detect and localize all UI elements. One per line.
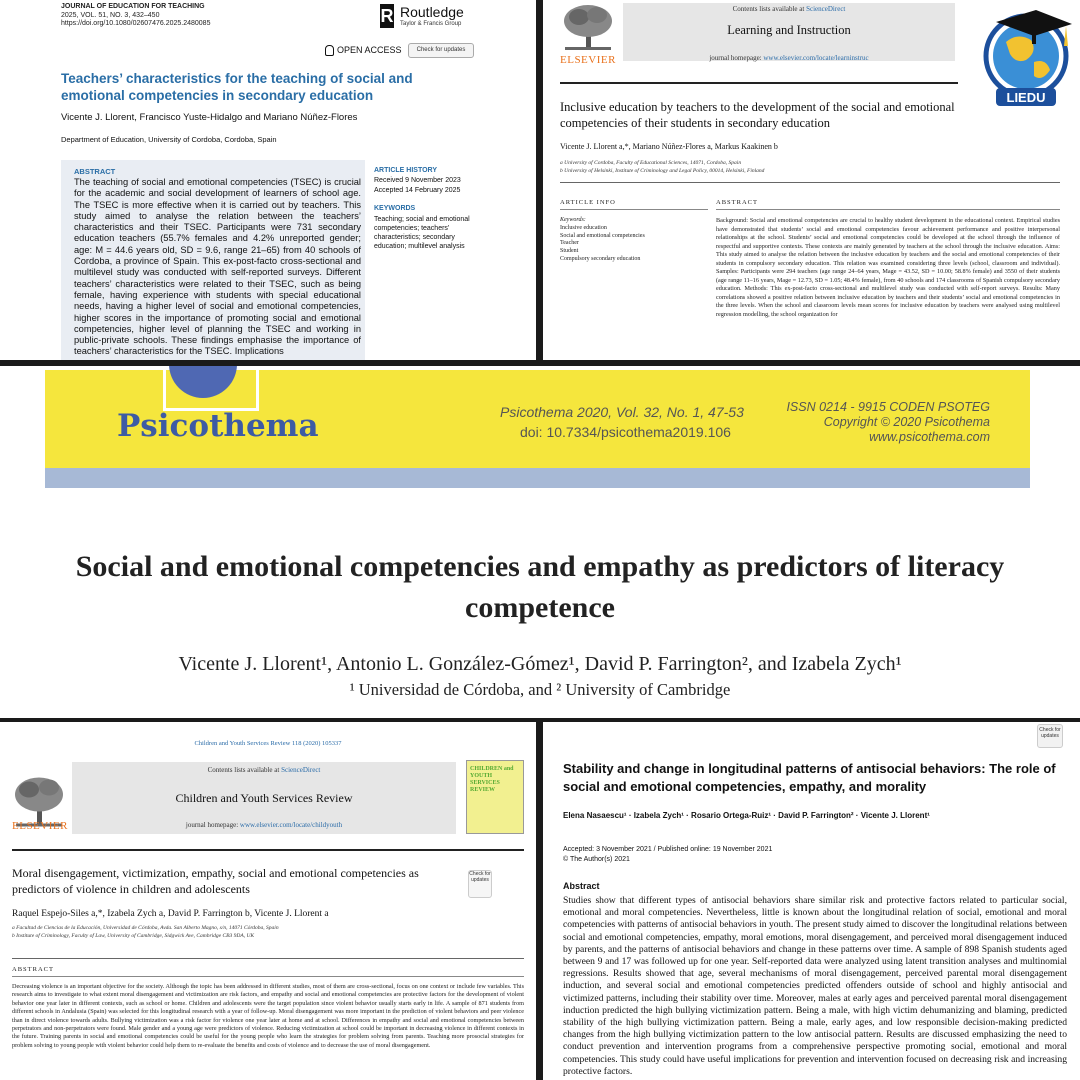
paper-panel-literacy-competence (0, 366, 1080, 718)
homepage-link[interactable]: www.elsevier.com/locate/childyouth (239, 821, 343, 829)
keywords-text: Teaching; social and emotional competencies; teachers’ characteristics; secondary education; multilevel analysis (374, 216, 470, 250)
doi-link[interactable]: https://doi.org/10.1080/02607476.2025.2480085 (61, 20, 211, 27)
article-info-heading: ARTICLE INFO (560, 199, 616, 206)
article-title: Inclusive education by teachers to the development of the social and emotional competencies of their students in secondary education (560, 100, 955, 130)
accepted-date: Accepted 14 February 2025 (374, 187, 461, 194)
check-for-updates-button[interactable]: Check for updates (408, 43, 474, 58)
contents-available (623, 5, 955, 13)
header-divider (12, 849, 524, 851)
received-date: Received 9 November 2023 (374, 177, 461, 184)
journal-volume: 2025, VOL. 51, NO. 3, 432–450 (61, 11, 160, 19)
authors-text: Elena Nasaescu¹ · Izabela Zych¹ · Rosario Ortega-Ruiz¹ · David P. Farrington² · Vicente J. Llorent¹ (563, 811, 930, 820)
publisher-subtitle: Taylor & Francis Group (400, 21, 462, 27)
keywords-heading: KEYWORDS (374, 205, 416, 212)
header-lower-band (45, 468, 1030, 488)
article-title: Stability and change in longitudinal patterns of antisocial behaviors: The role of social and emotional competencies, empathy, and morality (563, 761, 1056, 794)
paper-panel-inclusive-education (543, 0, 1080, 360)
journal-citation[interactable]: Children and Youth Services Review 118 (2020) 105337 (194, 740, 342, 747)
journal-homepage (72, 821, 456, 829)
homepage-link[interactable]: www.elsevier.com/locate/learninstruc (763, 54, 869, 62)
homepage-prefix: journal homepage: (185, 821, 240, 829)
abstract-text: Background: Social and emotional competencies are crucial to healthy student development in the educational context. Empirical studies have demonstrated that students’ social and emotional competencies favour achievement performance and positive interpersonal relationships at the school. Students’ social and emotional competencies could be developed at the school through the influence of respectful and supportive contexts. These contexts are mainly generated by teachers at the school through the inclusive education. Aims: This study aimed to analyse the relation between the inclusive education by teachers and the social and emotional competencies of their students in compulsory secondary education. This relation was examined considering three levels (school, classroom and individual). Samples: Participants were 294 teachers (age range 24–64 years, Mage = 43.52, SD = 10.00; 58.8% female) and 3550 of their students (age range 11–16 years, Mage = 12.73, SD = 1.05; 48.4% female), from 40 schools and 174 classrooms of Spanish compulsory secondary education. Methods: This ex-post-facto cross-sectional and multilevel study was conducted with self-report surveys. Results: Many correlations showed a positive relation between inclusive education by teachers and their students’ social and emotional competencies in the three levels. When the school and classroom levels mean scores for inclusive education by teachers were analysed using multilevel regression modelling, the school organization for (716, 217, 1060, 318)
abstract-heading: Abstract (563, 881, 600, 891)
journal-name: JOURNAL OF EDUCATION FOR TEACHING (61, 3, 205, 10)
keywords-label: Keywords: (560, 217, 586, 223)
doi-text: doi: 10.7334/psicothema2019.106 (520, 424, 731, 440)
paper-panel-moral-disengagement (0, 722, 536, 1080)
check-for-updates-button[interactable]: Check for updates (468, 870, 492, 898)
header-divider (560, 82, 958, 84)
article-history-heading: ARTICLE HISTORY (374, 167, 438, 174)
abstract-text: The teaching of social and emotional competencies (TSEC) is crucial for the academic and social development of learners of school age. The TSEC is more effective when it is carried out by teachers. This study aimed to analyse the relation between the teachers’ characteristics and their TSEC. Participants were 731 secondary education teachers (55.7% females and 4.2% unreported gender; age: M = 44.6 years old, SD = 9.6, range 21–65) from 40 schools of Cordoba, a province of Spain. This ex-post-facto cross-sectional and multilevel study was conducted with self-reported surveys. Different teachers’ characteristics were related to their TSEC, such as being female, having experience with students with special educational needs, having a higher level of social and emotional competencies, higher scores in the importance of promoting social and emotional competencies, higher level of planning the TSEC and working in public-private schools. These findings emphasise the importance of teachers’ characteristics for the TSEC. Implications (74, 177, 361, 357)
article-authors: Vicente J. Llorent¹, Antonio L. González-Gómez¹, David P. Farrington², and Izabela Zych¹ (178, 653, 902, 675)
abstract-rule (12, 976, 524, 977)
copyright-text: © The Author(s) 2021 (563, 856, 630, 863)
psicothema-header-band (45, 370, 1030, 468)
section-divider (12, 958, 524, 959)
abstract-heading: ABSTRACT (74, 167, 116, 176)
publisher-name: Routledge (400, 4, 464, 20)
sciencedirect-link[interactable]: ScienceDirect (806, 5, 846, 13)
author-affiliation: Department of Education, University of Cordoba, Cordoba, Spain (61, 135, 277, 144)
article-info-rule (560, 209, 708, 210)
journal-cover-title: CHILDREN and YOUTH SERVICES REVIEW (470, 766, 514, 793)
website-link[interactable]: www.psicothema.com (869, 430, 990, 444)
abstract-rule (716, 209, 1060, 210)
affiliation-b: b University of Helsinki, Institute of Criminology and Legal Policy, 00014, Helsinki, Finland (560, 168, 765, 174)
keyword-item: Compulsory secondary education (560, 255, 641, 262)
liedu-logo (976, 2, 1076, 117)
routledge-r-icon: R (380, 6, 394, 26)
journal-citation: Psicothema 2020, Vol. 32, No. 1, 47-53 (500, 404, 744, 420)
paper-panel-antisocial-behaviors (543, 722, 1080, 1080)
author-affiliations: ¹ Universidad de Córdoba, and ² University of Cambridge (349, 680, 731, 699)
article-title: Moral disengagement, victimization, empathy, social and emotional competencies as predictors of violence in children and adolescents (12, 866, 419, 896)
liedu-logo-text: LIEDU (1006, 90, 1046, 105)
article-authors (563, 811, 930, 820)
paper-panel-teachers-characteristics (0, 0, 536, 360)
article-authors: Raquel Espejo-Siles a,*, Izabela Zych a, David P. Farrington b, Vicente J. Llorent a (12, 909, 329, 919)
keyword-item: Inclusive education (560, 224, 607, 231)
article-authors: Vicente J. Llorent, Francisco Yuste-Hidalgo and Mariano Núñez-Flores (61, 112, 358, 123)
elsevier-wordmark: ELSEVIER (12, 820, 68, 832)
open-access-badge (325, 45, 402, 56)
routledge-logo (380, 4, 480, 30)
article-authors: Vicente J. Llorent a,*, Mariano Núñez-Flores a, Markus Kaakinen b (560, 142, 778, 151)
abstract-text: Decreasing violence is an important objective for the society. Although the topic has been addressed in different studies, most of them are cross-sectional, focus on one context or include few variables. This research aims to investigate to what extent moral disengagement and victimization are risk factors, and empathy and social and emotional competencies are protective factors for the development of violent behavior one year later in different contexts, such as school or home. Children and adolescents were the target population since violent behavior usually starts early in life. A sample of 871 students from different schools in Andalusia (Spain) was selected for this longitudinal research with a year of follow-up. Moral disengagement was more important in the prediction of violent behaviors and peer violence than in direct violence towards adults. Bullying victimization was a risk factor for violence one year later at home and at school. Differences in empathy and social and emotional competencies between perpetrators and non-perpetrators were found. Male gender and a young age were predictors of violence. Reducing victimization at school could be important in decreasing violence in different contexts in the future. Training parents in social and emotional competencies could be useful for the young people who learn the strategies for problem solving from parents. Teaching more prosocial strategies for problem solving to young people with violent behavior could help them to re-evaluate the benefits and costs of violence and to decrease the use of moral disengagement. (12, 983, 524, 1049)
journal-name: Children and Youth Services Review (175, 791, 353, 805)
article-title: Teachers’ characteristics for the teaching of social and emotional competencies in secondary education (61, 71, 413, 103)
journal-meta (61, 3, 210, 29)
logo-square-shape (163, 370, 259, 411)
avail-prefix: Contents lists available at (732, 5, 807, 13)
abstract-heading: ABSTRACT (12, 966, 54, 973)
issn-text: ISSN 0214 - 9915 CODEN PSOTEG (786, 400, 990, 414)
open-lock-icon (325, 45, 334, 56)
abstract-text: Studies show that different types of antisocial behaviors share similar risk and protective factors related to particular social, emotional and moral competencies. Nevertheless, little is known about the longitudinal relation of social, emotional and moral competencies with patterns of antisocial behaviors in youth. The present study aimed to discover the longitudinal relations between social and emotional competencies, empathy, moral emotions, moral disengagement, and perceived moral disengagement induced by parents, and the patterns of antisocial behaviors and change in these patterns over time. A sample of 898 Spanish students aged between 9 and 17 was followed up for one year. Self-reported data were analyzed using latent transition analyses and multinomial regressions. Results showed that age, several mechanisms of moral disengagement, perceived parental moral disengagement induction, and several social and emotional competencies predicted offenders outside of school and highly antisocial and victimized patterns, including their stability over time. Moreover, males at early ages and perceived parental moral disengagement induction predicted the high bullying victimization pattern. Being a male, with high victim dehumanizing and blaming, predicted stability of the high bullying victimization pattern. Being a male, early ages, and low responsible decision-making predicted changes from the high bullying victimization pattern to the low antisocial pattern. Results are discussed emphasizing the need to conduct prevention and intervention programs from a comprehensive perspective promoting social, emotional and moral competencies. This study could have useful implications for prevention and intervention focused on decreasing risk and increasing protective factors. (563, 895, 1067, 1077)
article-title: Social and emotional competencies and empathy as predictors of literacy competence (75, 550, 1005, 624)
affiliation-b: b Institute of Criminology, Faculty of Law, University of Cambridge, Sidgwick Ave, Cambridge CB3 9DA, UK (12, 933, 255, 939)
affiliation-a: a University of Cordoba, Faculty of Educational Sciences, 14071, Cordoba, Spain (560, 160, 742, 166)
abstract-heading: ABSTRACT (716, 199, 758, 206)
elsevier-wordmark: ELSEVIER (560, 54, 616, 66)
publication-dates: Accepted: 3 November 2021 / Published online: 19 November 2021 (563, 846, 773, 853)
keyword-item: Teacher (560, 240, 579, 247)
avail-prefix: Contents lists available at (207, 766, 282, 774)
journal-name: Learning and Instruction (727, 23, 851, 37)
keyword-item: Social and emotional competencies (560, 232, 645, 239)
open-access-label: OPEN ACCESS (337, 45, 402, 55)
homepage-prefix: journal homepage: (709, 54, 764, 62)
sciencedirect-link[interactable]: ScienceDirect (281, 766, 321, 774)
copyright-text: Copyright © 2020 Psicothema (823, 415, 990, 429)
journal-homepage (623, 54, 955, 62)
elsevier-tree-icon (561, 3, 616, 53)
check-for-updates-button[interactable]: Check for updates (1037, 724, 1063, 748)
psicothema-logo: Psicothema (117, 408, 319, 444)
contents-available (72, 766, 456, 774)
keyword-item: Student (560, 248, 579, 255)
affiliation-a: a Facultad de Ciencias de la Educación, Universidad de Córdoba, Avda. San Alberto Magno, s/n, 14071 Córdoba, Spain (12, 925, 279, 931)
keywords-list (560, 217, 708, 264)
section-divider (560, 182, 1060, 183)
